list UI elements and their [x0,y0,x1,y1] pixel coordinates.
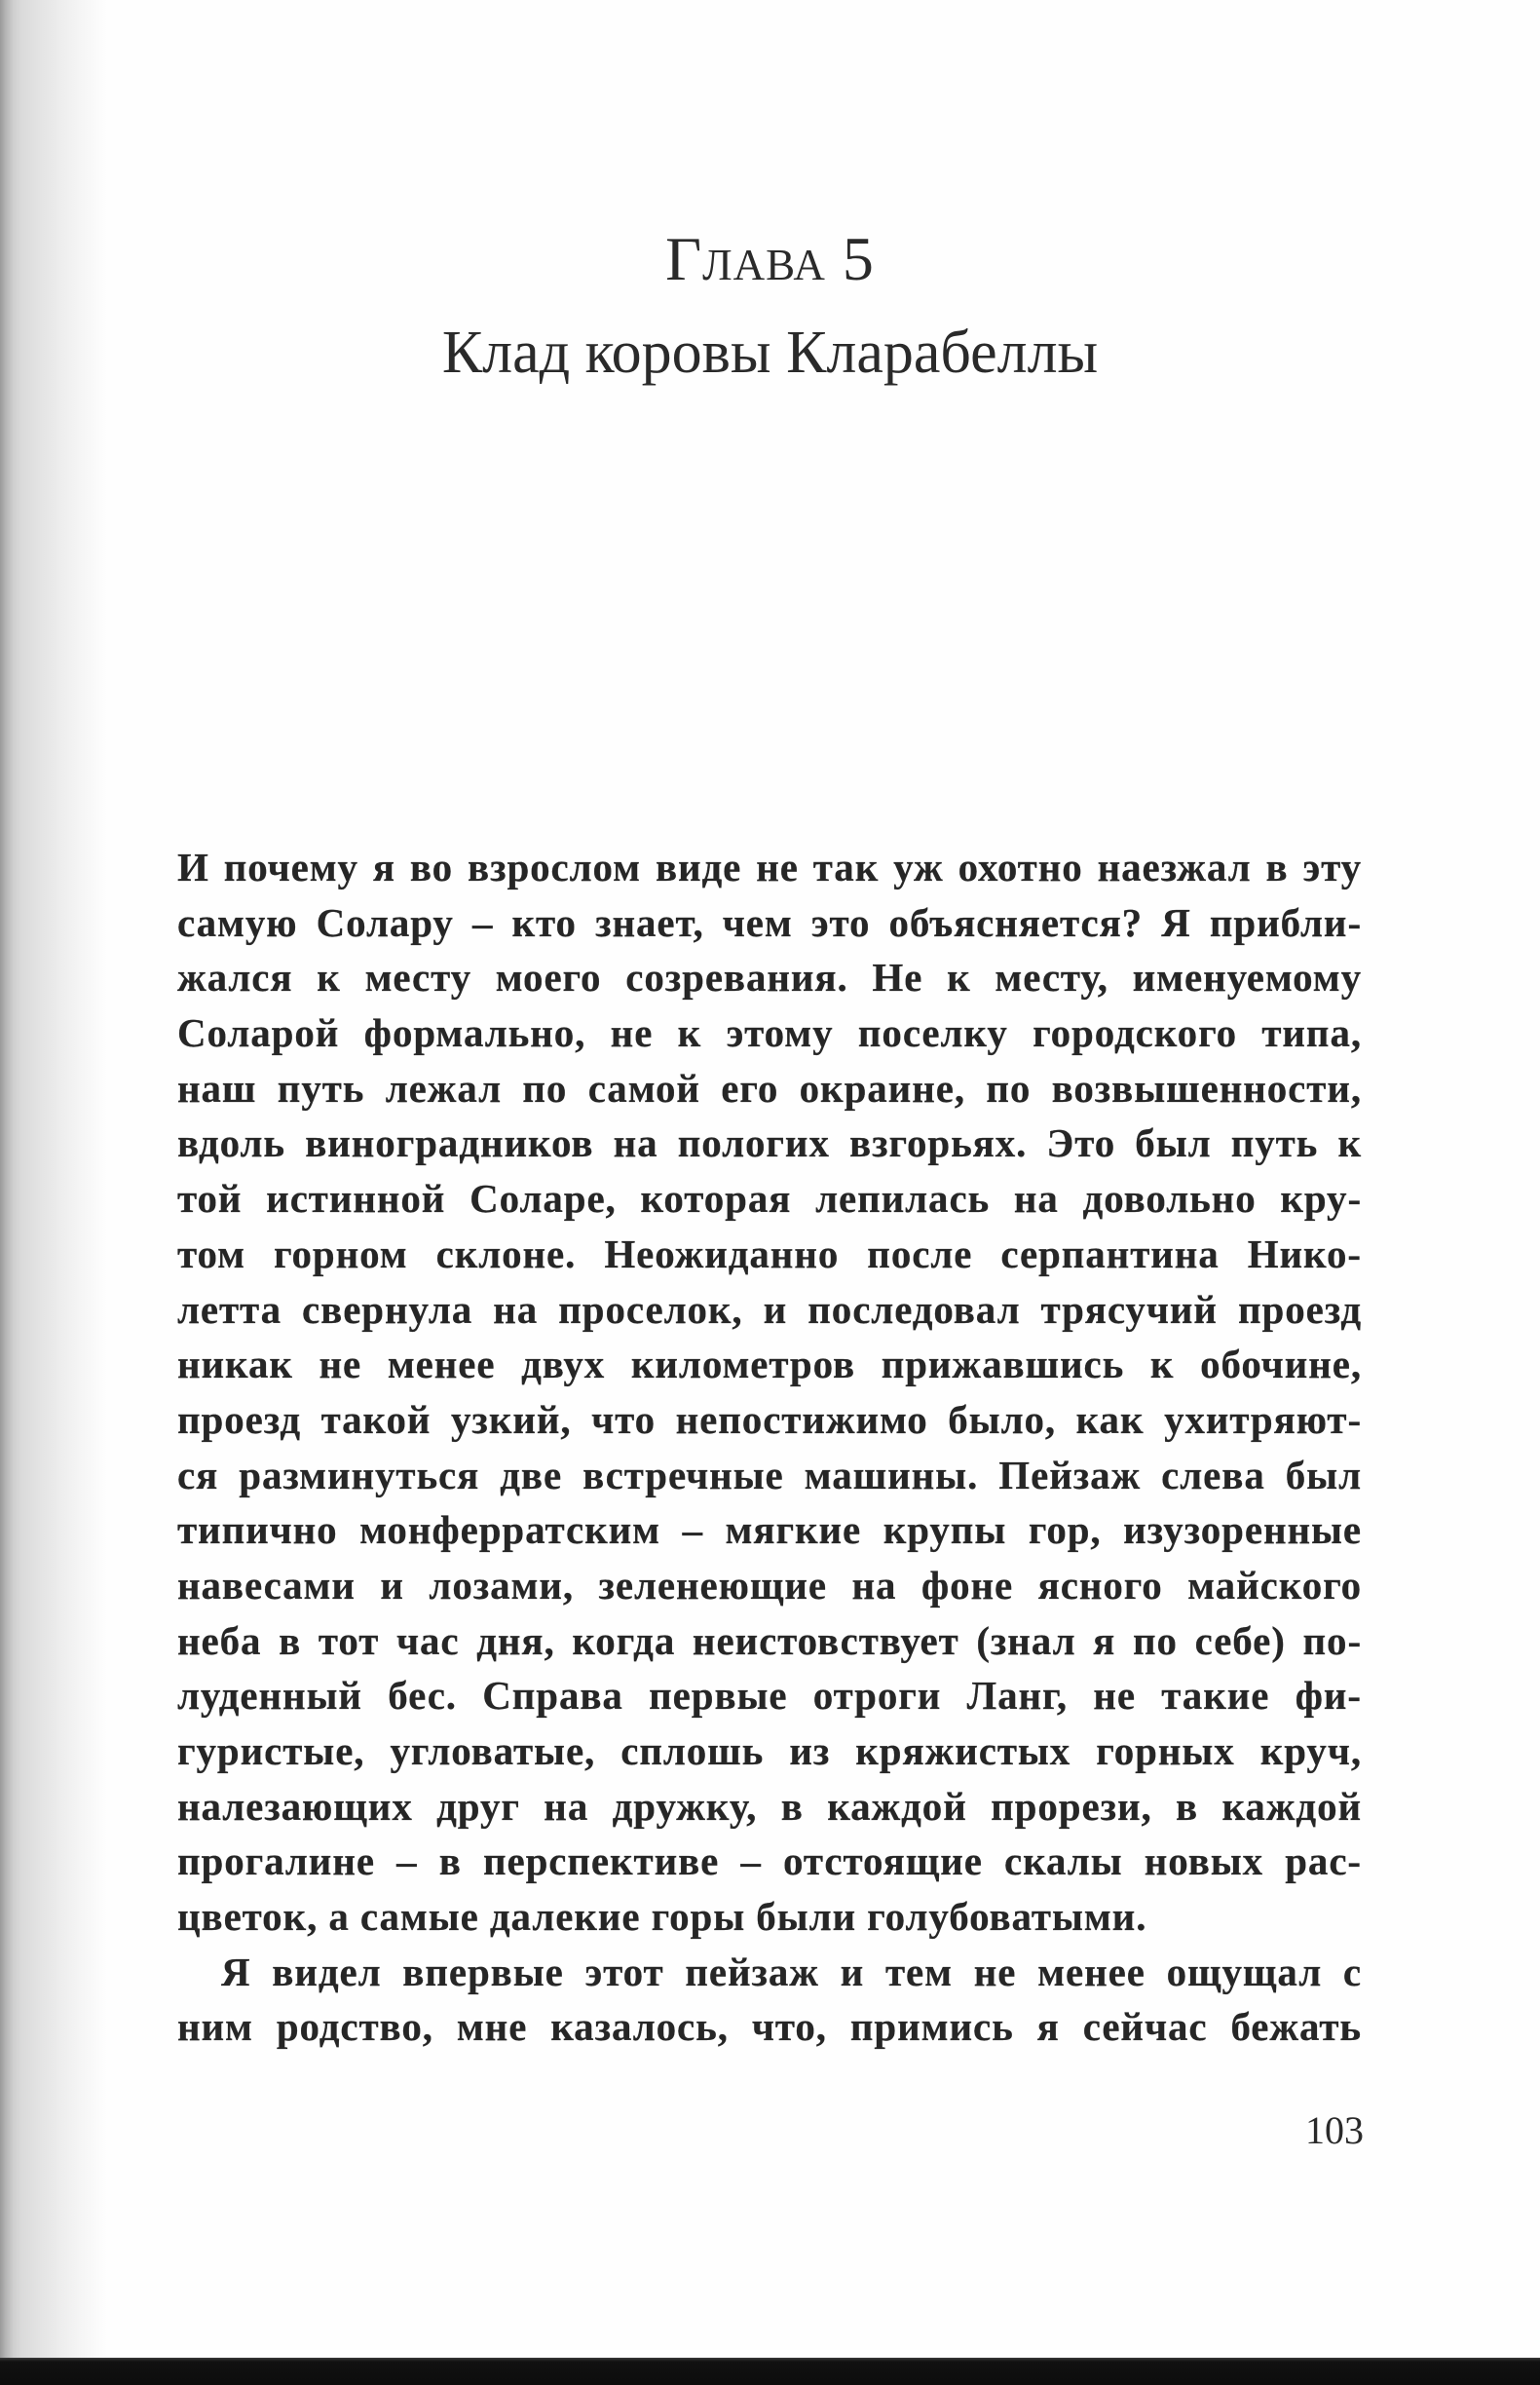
text-line: летта свернула на проселок, и последовал трясучий проезд [177,1286,1362,1332]
chapter-label: Глава 5 [665,224,875,293]
text-line: вдоль виноградников на пологих взгорьях. Это был путь к [177,1120,1362,1166]
text-line: Я видел впервые этот пейзаж и тем не менее ощущал с [221,1949,1362,1994]
text-line: самую Солару – кто знает, чем это объясняется? Я прибли- [177,899,1362,945]
text-line: жался к месту моего созревания. Не к месту, именуемому [177,955,1362,1001]
text-line: налезающих друг на дружку, в каждой прорези, в каждой [177,1783,1362,1829]
text-line: никак не менее двух километров прижавшись к обочине, [177,1342,1362,1387]
text-line: том горном склоне. Неожиданно после серпантина Нико- [177,1230,1362,1276]
text-line: той истинной Соларе, которая лепилась на довольно кру- [177,1176,1362,1222]
text-line: Соларой формально, не к этому поселку городского типа, [177,1010,1362,1056]
body-text [177,844,1362,2059]
text-line: ся разминуться две встречные машины. Пейзаж слева был [177,1452,1362,1497]
page-number: 103 [1305,2108,1364,2152]
scan-edge-bar [0,2358,1540,2385]
text-line: наш путь лежал по самой его окраине, по возвышенности, [177,1065,1362,1111]
paragraph [177,1949,1362,2059]
text-line: прогалине – в перспективе – отстоящие скалы новых рас- [177,1838,1362,1884]
text-line: гуристые, угловатые, сплошь из кряжистых горных круч, [177,1728,1362,1773]
text-line: типично монферратским – мягкие крупы гор, изузоренные [177,1507,1362,1553]
chapter-title: Клад коровы Кларабеллы [441,320,1099,386]
text-line: неба в тот час дня, когда неистовствует (знал я по себе) по- [177,1617,1362,1663]
text-line: проезд такой узкий, что непостижимо было, как ухитряют- [177,1396,1362,1442]
text-line: И почему я во взрослом виде не так уж охотно наезжал в эту [177,845,1362,890]
text-line: луденный бес. Справа первые отроги Ланг, не такие фи- [177,1673,1362,1719]
text-line: ним родство, мне казалось, что, примись я сейчас бежать [177,2004,1362,2050]
paragraph [177,844,1362,1949]
text-line: цветок, а самые далекие горы были голубоватыми. [177,1894,1147,1940]
text-line: навесами и лозами, зеленеющие на фоне ясного майского [177,1562,1362,1608]
